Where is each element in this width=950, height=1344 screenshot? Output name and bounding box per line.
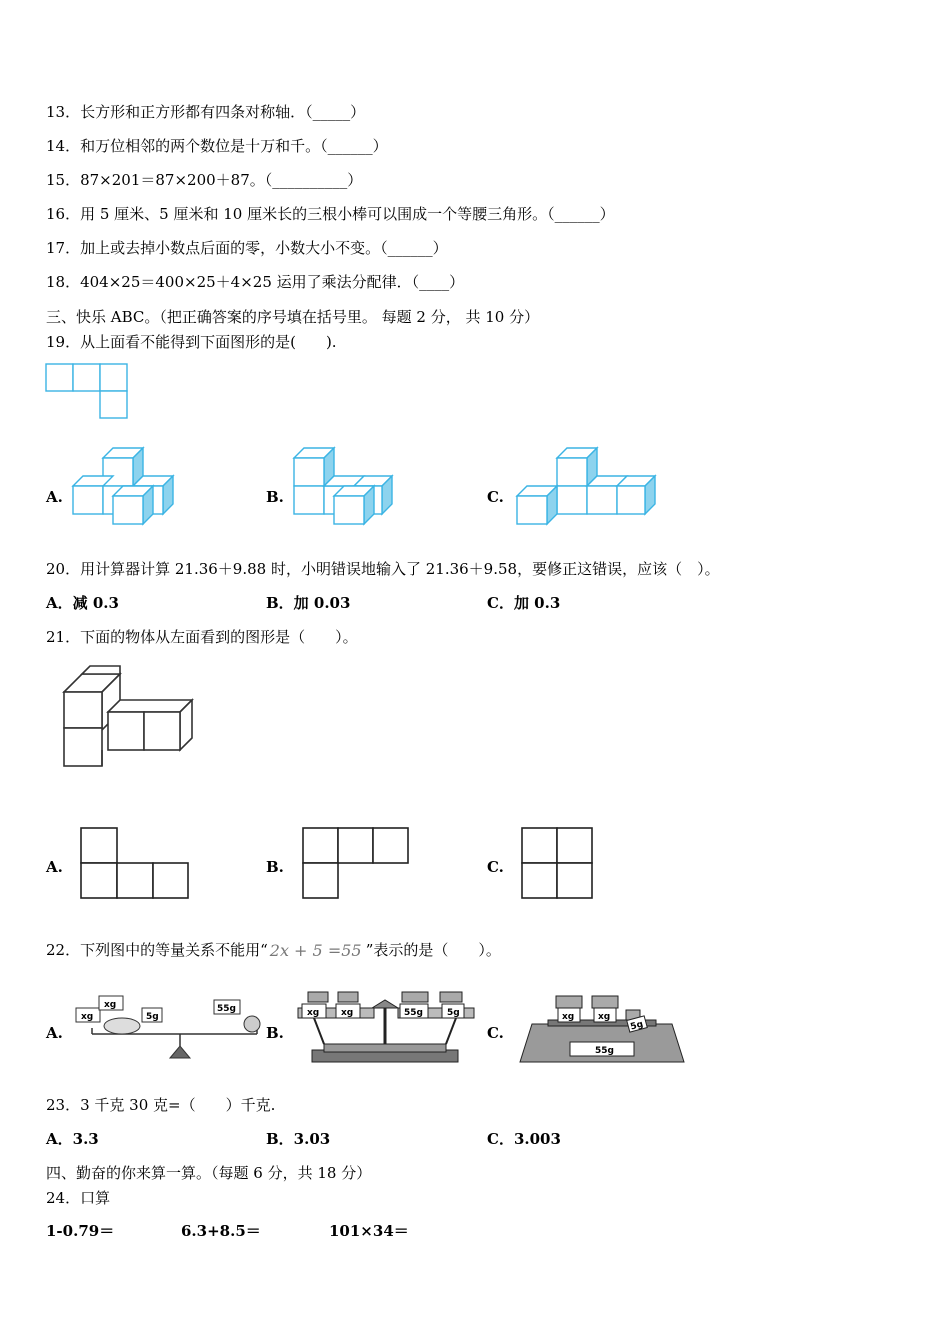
q24-item-1: 1-0.79＝ bbox=[46, 1222, 115, 1240]
q20-option-b[interactable]: B．加 0.03 bbox=[266, 594, 351, 612]
q22-option-b-label[interactable]: B. bbox=[266, 1024, 284, 1042]
q20-option-c[interactable]: C．加 0.3 bbox=[487, 594, 561, 612]
q21-object-figure bbox=[62, 664, 194, 770]
q22-b-tag-3: 55g bbox=[404, 1008, 423, 1018]
question-17: 17．加上或去掉小数点后面的零，小数大小不变。（______） bbox=[46, 239, 448, 257]
section-4-heading: 四、勤奋的你来算一算。（每题 6 分，共 18 分） bbox=[46, 1164, 372, 1182]
box-front bbox=[64, 728, 102, 766]
q22-c-display: 55g bbox=[595, 1046, 614, 1056]
q20-option-a[interactable]: A．减 0.3 bbox=[46, 594, 119, 612]
box-top bbox=[108, 700, 192, 712]
question-13: 13．长方形和正方形都有四条对称轴．（_____） bbox=[46, 103, 366, 121]
q22-prefix: 22．下列图中的等量关系不能用“ bbox=[46, 941, 268, 959]
q22-option-b-balance[interactable] bbox=[294, 990, 476, 1066]
cube-front bbox=[517, 496, 547, 524]
q22-option-c-scale[interactable] bbox=[518, 994, 686, 1066]
question-14: 14．和万位相邻的两个数位是十万和千。（______） bbox=[46, 137, 388, 155]
q19-option-a-label[interactable]: A. bbox=[46, 488, 63, 506]
q19-option-c-cubes[interactable] bbox=[515, 446, 660, 526]
q22-a-tag-right: 55g bbox=[217, 1004, 236, 1014]
q22-c-tag-2: xg bbox=[598, 1012, 611, 1022]
q22-option-a-balance[interactable] bbox=[72, 994, 272, 1064]
q19-cell bbox=[100, 364, 127, 391]
box-front bbox=[144, 712, 180, 750]
question-21: 21．下面的物体从左面看到的图形是（ ）。 bbox=[46, 628, 358, 646]
q22-option-c-label[interactable]: C. bbox=[487, 1024, 504, 1042]
q19-option-a-cubes[interactable] bbox=[73, 446, 175, 526]
q19-top-view-figure bbox=[45, 363, 129, 419]
cube-front bbox=[334, 496, 364, 524]
q21-option-b-label[interactable]: B. bbox=[266, 858, 284, 876]
q22-formula: 2x + 5 =55 bbox=[269, 941, 362, 960]
question-22 bbox=[46, 940, 501, 960]
question-24: 24．口算 bbox=[46, 1189, 111, 1207]
box-front bbox=[64, 692, 102, 728]
cube-front bbox=[113, 496, 143, 524]
q22-b-tag-1: xg bbox=[307, 1008, 320, 1018]
cube-front bbox=[294, 486, 324, 514]
q23-option-c[interactable]: C．3.003 bbox=[487, 1130, 561, 1148]
q22-a-tag-3: 5g bbox=[146, 1012, 159, 1022]
q19-option-b-label[interactable]: B. bbox=[266, 488, 284, 506]
q23-option-b[interactable]: B．3.03 bbox=[266, 1130, 331, 1148]
question-20: 20．用计算器计算 21.36＋9.88 时，小明错误地输入了 21.36＋9.58，要修正这错误，应该（ ）。 bbox=[46, 560, 720, 578]
q21-option-c-shape[interactable] bbox=[521, 827, 593, 899]
q24-item-2: 6.3+8.5＝ bbox=[181, 1222, 261, 1240]
box-top bbox=[82, 666, 120, 674]
q19-option-b-cubes[interactable] bbox=[292, 446, 394, 526]
q21-option-a-label[interactable]: A. bbox=[46, 858, 63, 876]
q22-b-tag-4: 5g bbox=[447, 1008, 460, 1018]
box-front bbox=[108, 712, 144, 750]
cube-front bbox=[617, 486, 645, 514]
cube-front bbox=[73, 486, 103, 514]
q23-option-a[interactable]: A．3.3 bbox=[46, 1130, 99, 1148]
question-15: 15．87×201＝87×200＋87。（__________） bbox=[46, 171, 363, 189]
q22-c-tag-1: xg bbox=[562, 1012, 575, 1022]
q22-a-tag-2: xg bbox=[104, 1000, 117, 1010]
q22-b-tag-2: xg bbox=[341, 1008, 354, 1018]
cube-front bbox=[557, 458, 587, 486]
q22-c-tag-3: 5g bbox=[629, 1019, 645, 1033]
section-3-heading: 三、快乐 ABC。（把正确答案的序号填在括号里。 每题 2 分， 共 10 分） bbox=[46, 308, 540, 326]
question-16: 16．用 5 厘米、5 厘米和 10 厘米长的三根小棒可以围成一个等腰三角形。（______） bbox=[46, 205, 615, 223]
cube-front bbox=[294, 458, 324, 486]
question-18: 18．404×25＝400×25＋4×25 运用了乘法分配律．（____） bbox=[46, 273, 465, 291]
q22-option-a-label[interactable]: A. bbox=[46, 1024, 63, 1042]
q21-option-c-label[interactable]: C. bbox=[487, 858, 504, 876]
q19-cell bbox=[73, 364, 100, 391]
q22-a-tag-1: xg bbox=[81, 1012, 94, 1022]
question-23: 23．3 千克 30 克=（ ）千克. bbox=[46, 1096, 276, 1114]
q22-suffix: ”表示的是（ ）。 bbox=[365, 941, 501, 959]
q19-cell bbox=[100, 391, 127, 418]
q24-item-3: 101×34＝ bbox=[329, 1222, 409, 1240]
cube-front bbox=[557, 486, 587, 514]
q21-option-b-shape[interactable] bbox=[302, 827, 410, 899]
cube-front bbox=[587, 486, 617, 514]
question-19: 19．从上面看不能得到下面图形的是( ). bbox=[46, 333, 337, 351]
q19-cell bbox=[46, 364, 73, 391]
q21-option-a-shape[interactable] bbox=[80, 827, 190, 899]
q19-option-c-label[interactable]: C. bbox=[487, 488, 504, 506]
